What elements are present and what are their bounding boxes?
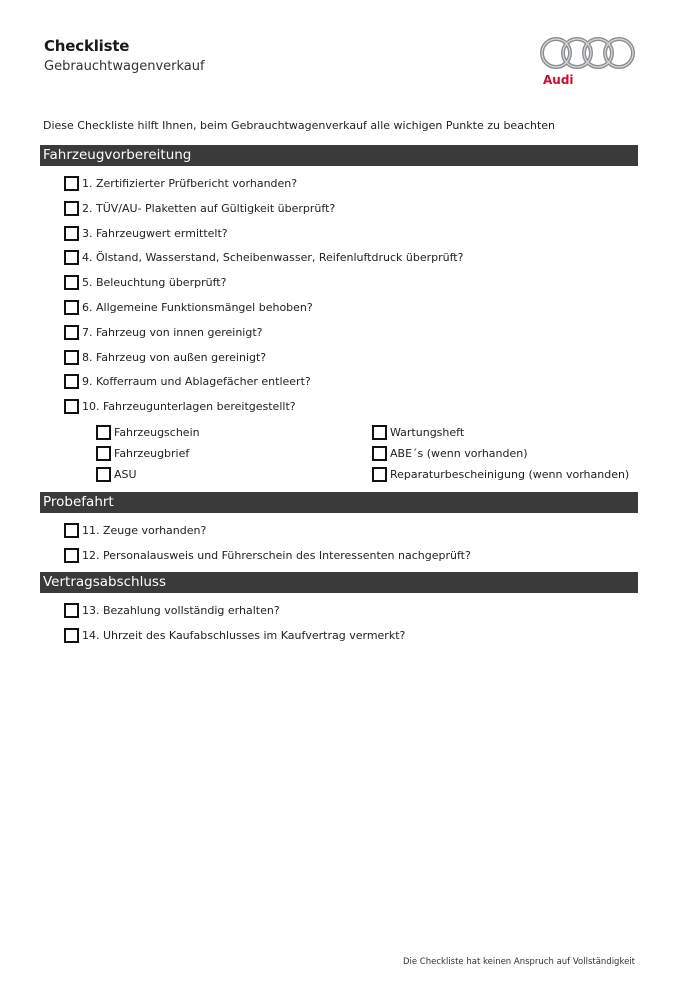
checkbox[interactable]: [64, 603, 79, 618]
section-header-vertragsabschluss: Vertragsabschluss: [40, 572, 638, 593]
checklist-item[interactable]: [64, 521, 206, 539]
checklist-item[interactable]: [64, 397, 296, 415]
checkbox[interactable]: [64, 176, 79, 191]
item-label: 5. Beleuchtung überprüft?: [82, 275, 227, 289]
checklist-item[interactable]: [64, 323, 263, 341]
checklist-item[interactable]: [64, 248, 463, 266]
checkbox[interactable]: [64, 548, 79, 563]
footer-disclaimer: Die Checkliste hat keinen Anspruch auf Vollständigkeit: [402, 957, 635, 967]
checklist-item[interactable]: [64, 372, 311, 390]
checklist-item[interactable]: [64, 174, 297, 192]
checkbox[interactable]: [64, 250, 79, 265]
item-label: 13. Bezahlung vollständig erhalten?: [82, 603, 280, 617]
checkbox[interactable]: [372, 425, 387, 440]
checklist-item[interactable]: [64, 546, 471, 564]
document-checklist-item[interactable]: [372, 424, 464, 440]
checkbox[interactable]: [64, 300, 79, 315]
checklist-item[interactable]: [64, 626, 405, 644]
document-checklist-item[interactable]: [96, 466, 137, 482]
checkbox[interactable]: [64, 325, 79, 340]
item-label: 9. Kofferraum und Ablagefächer entleert?: [82, 374, 311, 388]
item-label: Fahrzeugbrief: [114, 446, 190, 460]
checkbox[interactable]: [96, 467, 111, 482]
checklist-item[interactable]: [64, 298, 313, 316]
item-label: 1. Zertifizierter Prüfbericht vorhanden?: [82, 176, 298, 190]
item-label: 8. Fahrzeug von außen gereinigt?: [82, 350, 267, 364]
intro-text: Diese Checkliste hilft Ihnen, beim Gebrauchtwagenverkauf alle wichigen Punkte zu beachten: [43, 119, 556, 132]
checklist-item[interactable]: [64, 273, 226, 291]
checkbox[interactable]: [64, 201, 79, 216]
item-label: ASU: [114, 467, 137, 481]
item-label: 6. Allgemeine Funktionsmängel behoben?: [82, 300, 313, 314]
item-label: ABE´s (wenn vorhanden): [390, 446, 528, 460]
item-label: 2. TÜV/AU- Plaketten auf Gültigkeit überprüft?: [82, 201, 336, 215]
checklist-item[interactable]: [64, 224, 228, 242]
page-subtitle: Gebrauchtwagenverkauf: [44, 59, 205, 74]
checkbox[interactable]: [64, 226, 79, 241]
item-label: 11. Zeuge vorhanden?: [82, 523, 207, 537]
checkbox[interactable]: [96, 425, 111, 440]
checklist-item[interactable]: [64, 199, 335, 217]
checklist-item[interactable]: [64, 601, 280, 619]
brand-wordmark: Audi: [543, 73, 574, 87]
checkbox[interactable]: [372, 467, 387, 482]
item-label: 7. Fahrzeug von innen gereinigt?: [82, 325, 263, 339]
checkbox[interactable]: [96, 446, 111, 461]
item-label: Reparaturbescheinigung (wenn vorhanden): [390, 467, 630, 481]
page-title: Checkliste: [44, 37, 130, 55]
document-checklist-item[interactable]: [372, 466, 629, 482]
item-label: 12. Personalausweis und Führerschein des Interessenten nachgeprüft?: [82, 548, 471, 562]
item-label: Fahrzeugschein: [114, 425, 200, 439]
checkbox[interactable]: [64, 275, 79, 290]
checkbox[interactable]: [64, 399, 79, 414]
item-label: 14. Uhrzeit des Kaufabschlusses im Kaufvertrag vermerkt?: [82, 628, 406, 642]
section-header-probefahrt: Probefahrt: [40, 492, 638, 513]
item-label: 10. Fahrzeugunterlagen bereitgestellt?: [82, 399, 296, 413]
document-checklist-item[interactable]: [96, 445, 189, 461]
document-checklist-item[interactable]: [372, 445, 528, 461]
checkbox[interactable]: [64, 523, 79, 538]
document-checklist-item[interactable]: [96, 424, 200, 440]
checkbox[interactable]: [372, 446, 387, 461]
section-header-fahrzeugvorbereitung: Fahrzeugvorbereitung: [40, 145, 638, 166]
item-label: 4. Ölstand, Wasserstand, Scheibenwasser, Reifenluftdruck überprüft?: [82, 250, 464, 264]
item-label: 3. Fahrzeugwert ermittelt?: [82, 226, 228, 240]
checklist-item[interactable]: [64, 348, 266, 366]
checkbox[interactable]: [64, 350, 79, 365]
checkbox[interactable]: [64, 628, 79, 643]
checkbox[interactable]: [64, 374, 79, 389]
item-label: Wartungsheft: [390, 425, 465, 439]
